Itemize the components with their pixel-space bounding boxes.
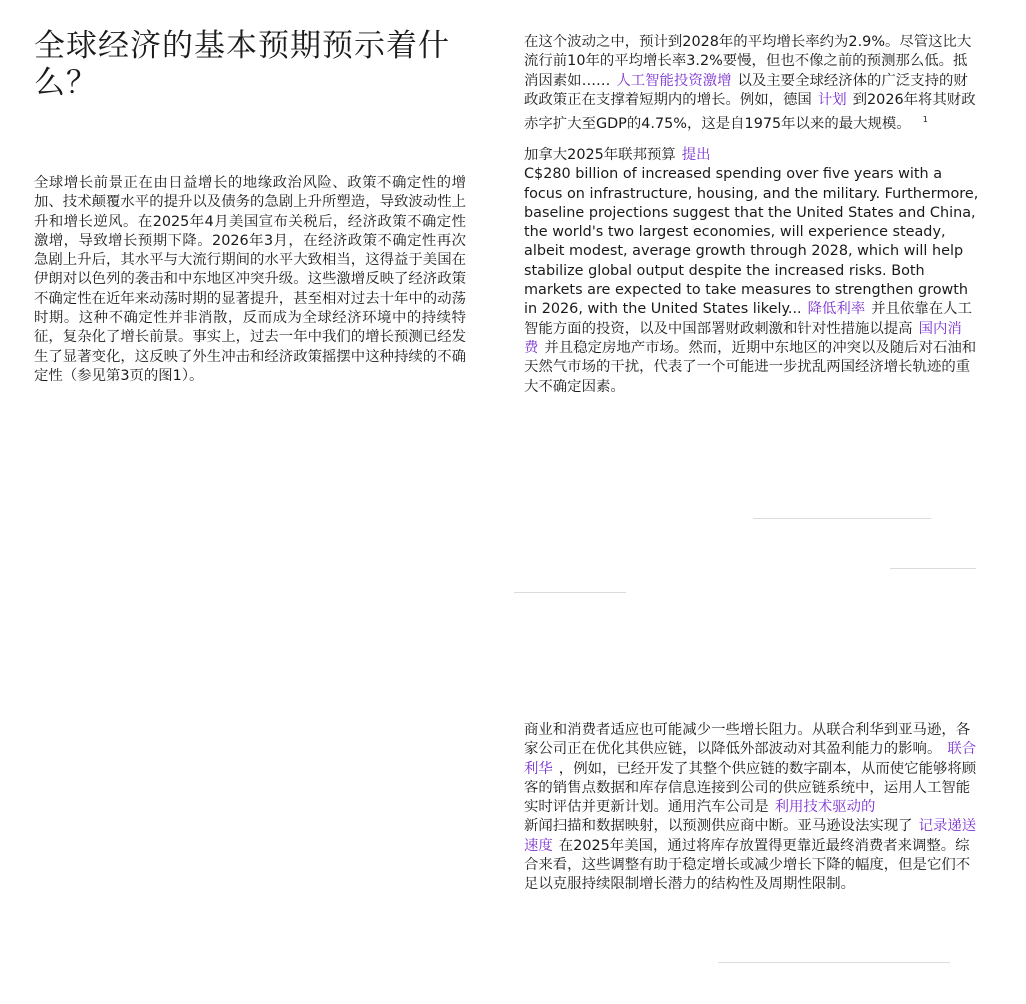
text-segment: 并且稳定房地产市场。然而，近期中东地区的冲突以及随后对石油和天然气市场的干扰，代表了一个可能进一步扰乱两国经济增长轨迹的重大不确定因素。	[524, 339, 977, 395]
left-column	[34, 174, 466, 386]
text-segment: 商业和消费者适应也可能减少一些增长阻力。从联合利华到亚马逊，各家公司正在优化其供应链，以降低外部波动对其盈利能力的影响。	[524, 722, 971, 758]
text-segment: ，例如，已经开发了其整个供应链的数字副本，从而使它能够将顾客的销售点数据和库存信息连接到公司的供应链系统中，运用人工智能实时评估并更新计划。通用汽车公司是	[524, 760, 977, 816]
right-block-business	[524, 721, 980, 895]
right-block-growth	[524, 33, 980, 134]
right-block-canada	[524, 146, 980, 397]
link-tech-driven[interactable]: 利用技术驱动的	[774, 799, 876, 816]
text-segment: 以及主要全球经济体的广泛支持的财政政策正在支撑着短期内的增长。例如，德国	[524, 72, 968, 108]
divider-line	[514, 592, 626, 593]
paragraph-growth	[524, 33, 980, 134]
text-segment: 在这个波动之中，预计到2028年的平均增长率约为2.9%。尽管这比大流行前10年的平均增长率3.2%要慢，但也不像之前的预测那么低。抵消因素如……	[524, 34, 972, 89]
paragraph-business	[524, 721, 980, 895]
paragraph-canada	[524, 146, 980, 397]
divider-line	[753, 518, 931, 519]
footnote-ref[interactable]: 1	[922, 115, 928, 125]
link-germany-plan[interactable]: 计划	[817, 91, 847, 108]
divider-line	[718, 962, 950, 963]
page-title: 全球经济的基本预期预示着什么？	[34, 28, 450, 101]
link-proposed[interactable]: 提出	[681, 147, 711, 163]
link-lower-rates[interactable]: 降低利率	[807, 301, 866, 318]
text-segment: 并且依靠在人工智能方面的投资，以及中国部署财政刺激和针对性措施以提高	[524, 301, 972, 337]
link-delivery-speed[interactable]: 记录递送速度	[524, 818, 977, 854]
text-segment: 在2025年美国，通过将库存放置得更靠近最终消费者来调整。综合来看，这些调整有助于稳定增长或减少增长下降的幅度，但是它们不足以克服持续限制增长潜力的结构性及周期性限制。	[524, 837, 971, 893]
text-segment: 新闻扫描和数据映射，以预测供应商中断。亚马逊设法实现了	[524, 818, 913, 835]
left-paragraph: 全球增长前景正在由日益增长的地缘政治风险、政策不确定性的增加、技术颠覆水平的提升以及债务的急剧上升所塑造，导致波动性上升和增长逆风。在2025年4月美国宣布关税后，经济政策不确定性激增，导致增长预期下降。2026年3月，在经济政策不确定性再次急剧上升后，其水平与大流行期间的水平大致相当，这得益于美国在伊朗对以色列的袭击和中东地区冲突升级。这些激增反映了经济政策不确定性在近年来动荡时期的显著提升，甚至相对过去十年中的动荡时期。这种不确定性并非消散，反而成为全球经济环境中的持续特征，复杂化了增长前景。事实上，过去一年中我们的增长预测已经发生了显著变化，这反映了外生冲击和经济政策摇摆中这种持续的不确定性（参见第3页的图1）。	[34, 175, 466, 384]
link-domestic-consumption[interactable]: 国内消费	[524, 320, 962, 356]
link-unilever[interactable]: 联合利华	[524, 741, 977, 777]
text-segment: 到2026年将其财政赤字扩大至GDP的4.75%，这是自1975年以来的最大规模。	[524, 91, 976, 132]
text-segment: 加拿大2025年联邦预算	[524, 147, 676, 163]
divider-line	[890, 568, 976, 569]
text-segment: C$280 billion of increased spending over five years with a focus on infrastructure, housing, and the military. Furthermore, baseline projections suggest that the United States and China, the world's two largest economies, will experience steady, albeit modest, average growth through 2028, which will help stabilize global output despite the increased risks. Both markets are expected to take measures to strengthen growth in 2026, with the United States likely...	[524, 166, 979, 318]
link-ai-investment[interactable]: 人工智能投资激增	[616, 72, 732, 89]
